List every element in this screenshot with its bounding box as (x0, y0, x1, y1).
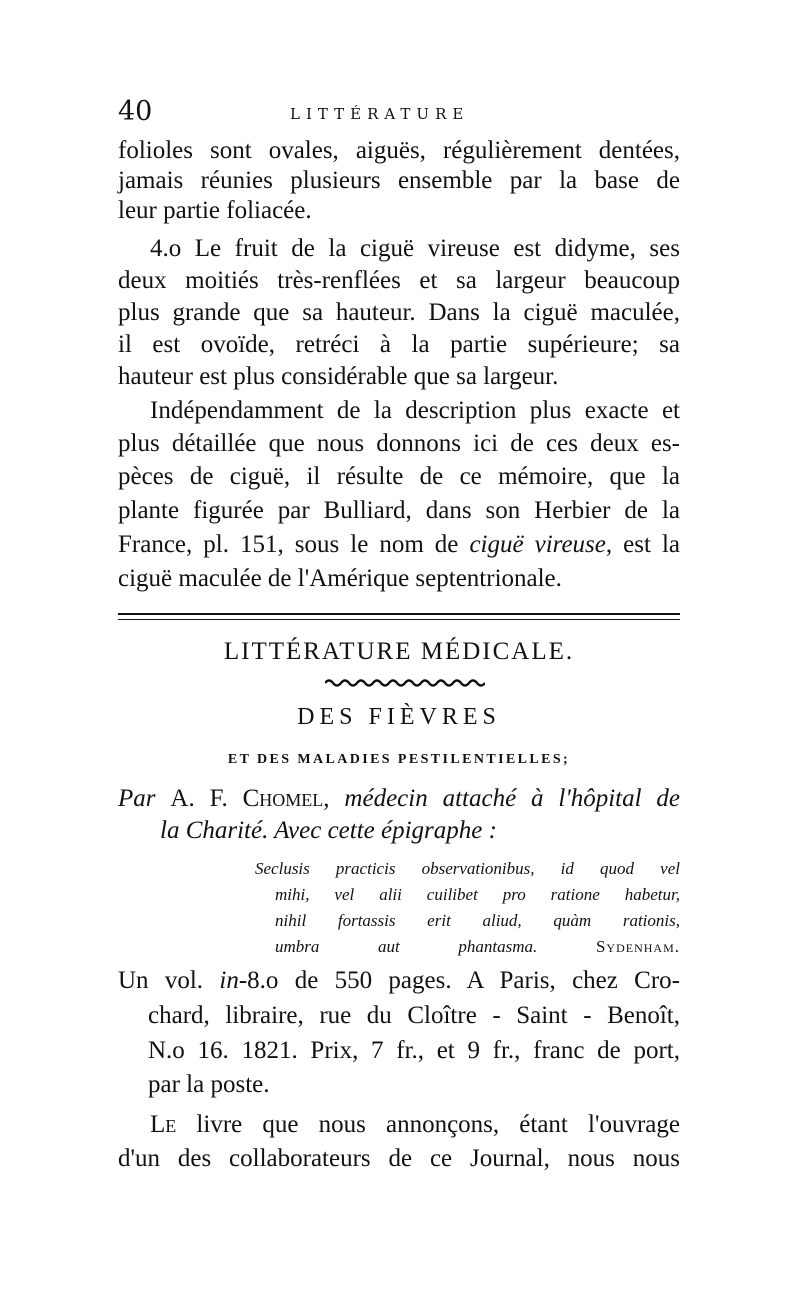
text-line: plus détaillée que nous donnons ici de ces deux es- (118, 430, 680, 457)
epigraph-text: umbra aut phantasma. (275, 937, 538, 956)
text-line: hauteur est plus considérable que sa largeur. (118, 363, 559, 390)
publication-line (118, 966, 680, 996)
epigraph-line (275, 934, 680, 960)
text-run: 8.o de 550 pages. A Paris, chez Cro- (247, 967, 680, 994)
publication-line: N.o 16. 1821. Prix, 7 fr., et 9 fr., franc de port, (148, 1037, 680, 1064)
article-title: DES FIÈVRES (297, 704, 501, 730)
text-line: pèces de ciguë, il résulte de ce mémoire, que la (118, 463, 680, 490)
text-line: Indépendamment de la description plus exacte et (150, 397, 680, 424)
text-line: plante figurée par Bulliard, dans son Herbier de la (118, 497, 680, 524)
text-line: folioles sont ovales, aiguës, régulièrement dentées, (118, 137, 680, 164)
text-line: leur partie foliacée. (118, 197, 312, 224)
text-run: Un vol. (118, 967, 220, 994)
text-line: deux moitiés très-renflées et sa largeur beaucoup (118, 267, 680, 294)
publication-line: par la poste. (148, 1071, 270, 1098)
wavy-ornament (325, 678, 485, 688)
italic-term: ciguë vireuse (469, 531, 606, 558)
text-line: jamais réunies plusieurs ensemble par la base de (118, 167, 680, 194)
byline-text: médecin attaché à l'hôpital de (344, 785, 681, 812)
article-subtitle: ET DES MALADIES PESTILENTIELLES; (227, 752, 571, 767)
running-title: LITTÉRATURE (290, 105, 470, 123)
section-heading: LITTÉRATURE MÉDICALE. (223, 638, 575, 665)
author-name: A. F. Chomel, (170, 785, 330, 812)
text-run: , est la (605, 531, 680, 558)
byline-line (118, 784, 680, 814)
text-run: France, pl. 151, sous le nom de (118, 531, 470, 558)
epigraph-author: Sydenham. (595, 937, 680, 956)
initial-word: Le (150, 1111, 177, 1138)
running-header (118, 96, 678, 136)
epigraph-line: nihil fortassis erit aliud, quàm rationis, (275, 911, 680, 930)
byline-par: Par (118, 785, 156, 812)
page-number: 40 (118, 96, 153, 127)
byline-line: la Charité. Avec cette épigraphe : (160, 817, 497, 844)
double-rule-top (118, 613, 680, 615)
double-rule-bottom (118, 619, 680, 620)
text-line (118, 530, 680, 560)
format-term: in- (219, 967, 248, 994)
body-line: d'un des collaborateurs de ce Journal, nous nous (118, 1145, 680, 1172)
text-line: 4.o Le fruit de la ciguë vireuse est didyme, ses (150, 235, 680, 262)
text-line: plus grande que sa hauteur. Dans la ciguë maculée, (118, 299, 680, 326)
text-line: ciguë maculée de l'Amérique septentrionale. (118, 565, 562, 592)
text-run: livre que nous annonçons, étant l'ouvrage (176, 1111, 680, 1138)
body-line (118, 1110, 680, 1140)
epigraph-line: Seclusis practicis observationibus, id quod vel (255, 859, 680, 878)
text-line: il est ovoïde, retréci à la partie supérieure; sa (118, 331, 680, 358)
publication-line: chard, libraire, rue du Cloître - Saint - Benoît, (148, 1002, 680, 1029)
epigraph-line: mihi, vel alii cuilibet pro ratione habetur, (275, 885, 680, 904)
